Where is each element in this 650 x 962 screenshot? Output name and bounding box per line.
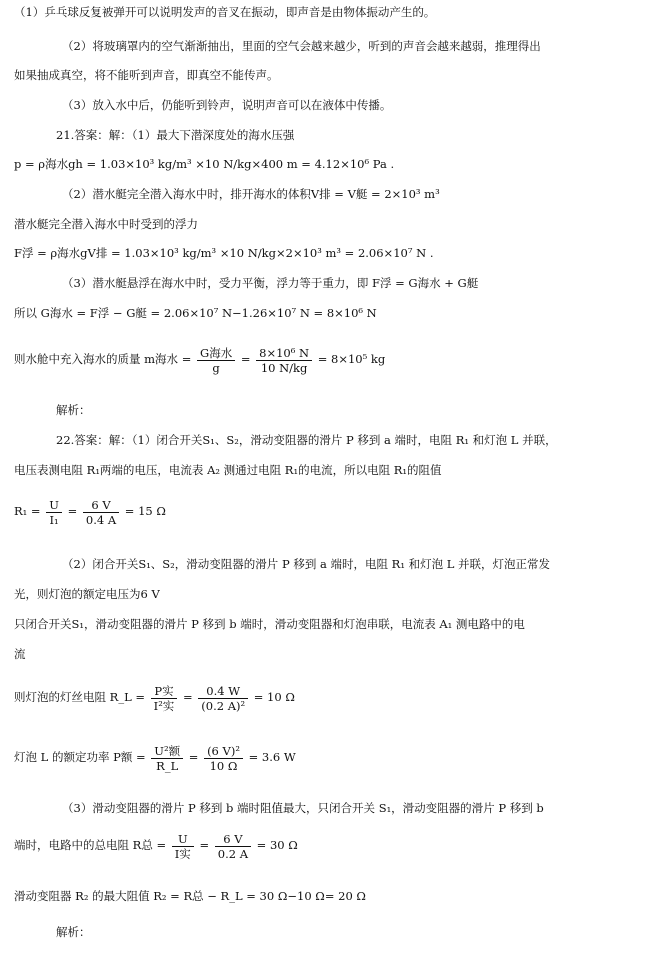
formula-mass-row: 则水舱中充入海水的质量 m海水 = $\frac{\text{G海水}}{g}$ = $\frac{\text{8×10⁶ N}}{10 N/kg}$ = 8×10⁵ kg (14, 345, 386, 375)
fraction: $\frac{U}{\text{I₁}}$ (46, 498, 62, 527)
fraction: $\frac{6 V}{0.2 A}$ (215, 832, 251, 861)
fraction: $\frac{\text{U²额}}{R\_L}$ (151, 744, 183, 773)
text-line: 只闭合开关S₁，滑动变阻器的滑片 P 移到 b 端时，滑动变阻器和灯泡串联，电流表 A₁ 测电路中的电 (14, 617, 525, 631)
text-line: 潜水艇完全潜入海水中时受到的浮力 (14, 217, 198, 231)
text-line: 流 (14, 647, 26, 661)
text-line: （1）乒乓球反复被弹开可以说明发声的音叉在振动，即声音是由物体振动产生的。 (14, 5, 436, 19)
text-line: （2）潜水艇完全潜入海水中时，排开海水的体积V排 = V艇 = 2×10³ m³ (62, 187, 440, 201)
text-line: 电压表测电阻 R₁两端的电压，电流表 A₂ 测通过电阻 R₁的电流，所以电阻 R₁的阻值 (14, 463, 442, 477)
text-line: （3）滑动变阻器的滑片 P 移到 b 端时阻值最大，只闭合开关 S₁，滑动变阻器的滑片 P 移到 b (62, 801, 544, 815)
text-line: （3）潜水艇悬浮在海水中时，受力平衡，浮力等于重力，即 F浮 = G海水 + G艇 (62, 276, 479, 290)
text-line: （2）闭合开关S₁、S₂，滑动变阻器的滑片 P 移到 a 端时，电阻 R₁ 和灯泡 L 并联，灯泡正常发 (62, 557, 551, 571)
fraction: $\frac{\text{(6 V)²}}{10 \Omega}$ (204, 744, 243, 773)
formula-buoyancy: F浮 = ρ海水gV排 = 1.03×10³ kg/m³ ×10 N/kg×2×10³ m³ = 2.06×10⁷ N . (14, 246, 434, 260)
formula-pe-row: 灯泡 L 的额定功率 P额 = $\frac{\text{U²额}}{R\_L}$ = $\frac{\text{(6 V)²}}{10 \Omega}$ = 3.6 W (14, 743, 296, 773)
formula-mass-label: 则水舱中充入海水的质量 m海水 = (14, 352, 192, 366)
analysis-label: 解析： (56, 403, 91, 417)
fraction: $\frac{0.4 W}{\text{(0.2 A)²}}$ (198, 684, 248, 713)
text-line: （3）放入水中后，仍能听到铃声，说明声音可以在液体中传播。 (62, 98, 392, 112)
formula-rt-row: 端时，电路中的总电阻 R总 = $\frac{U}{\text{I实}}$ = $\frac{6 V}{0.2 A}$ = 30 Ω (14, 831, 298, 861)
formula-pressure: p = ρ海水gh = 1.03×10³ kg/m³ ×10 N/kg×400 m = 4.12×10⁶ Pa . (14, 157, 395, 171)
formula-rl-row: 则灯泡的灯丝电阻 R_L = $\frac{\text{P实}}{\text{I²实}}$ = $\frac{0.4 W}{\text{(0.2 A)²}}$ = 10 Ω (14, 683, 295, 713)
formula-r1-row: R₁ = $\frac{U}{\text{I₁}}$ = $\frac{6 V}{0.4 A}$ = 15 Ω (14, 497, 166, 527)
answer-22-heading: 22.答案：解：（1）闭合开关S₁、S₂，滑动变阻器的滑片 P 移到 a 端时，电阻 R₁ 和灯泡 L 并联， (56, 433, 557, 447)
fraction: $\frac{\text{G海水}}{g}$ (197, 346, 235, 375)
answer-21-heading: 21.答案：解：（1）最大下潜深度处的海水压强 (56, 128, 295, 142)
text-line: 如果抽成真空，将不能听到声音，即真空不能传声。 (14, 68, 279, 82)
fraction: $\frac{\text{P实}}{\text{I²实}}$ (151, 684, 178, 713)
fraction: $\frac{\text{8×10⁶ N}}{10 N/kg}$ (256, 346, 312, 375)
text-line: 光，则灯泡的额定电压为6 V (14, 587, 160, 601)
formula-gravity: 所以 G海水 = F浮 − G艇 = 2.06×10⁷ N−1.26×10⁷ N = 8×10⁶ N (14, 306, 377, 320)
fraction: $\frac{6 V}{0.4 A}$ (83, 498, 119, 527)
text-line: （2）将玻璃罩内的空气渐渐抽出，里面的空气会越来越少，听到的声音会越来越弱，推理得出 (62, 39, 541, 53)
fraction: $\frac{U}{\text{I实}}$ (172, 832, 194, 861)
analysis-label: 解析： (56, 925, 91, 939)
formula-r2: 滑动变阻器 R₂ 的最大阻值 R₂ = R总 − R_L = 30 Ω−10 Ω= 20 Ω (14, 889, 366, 903)
